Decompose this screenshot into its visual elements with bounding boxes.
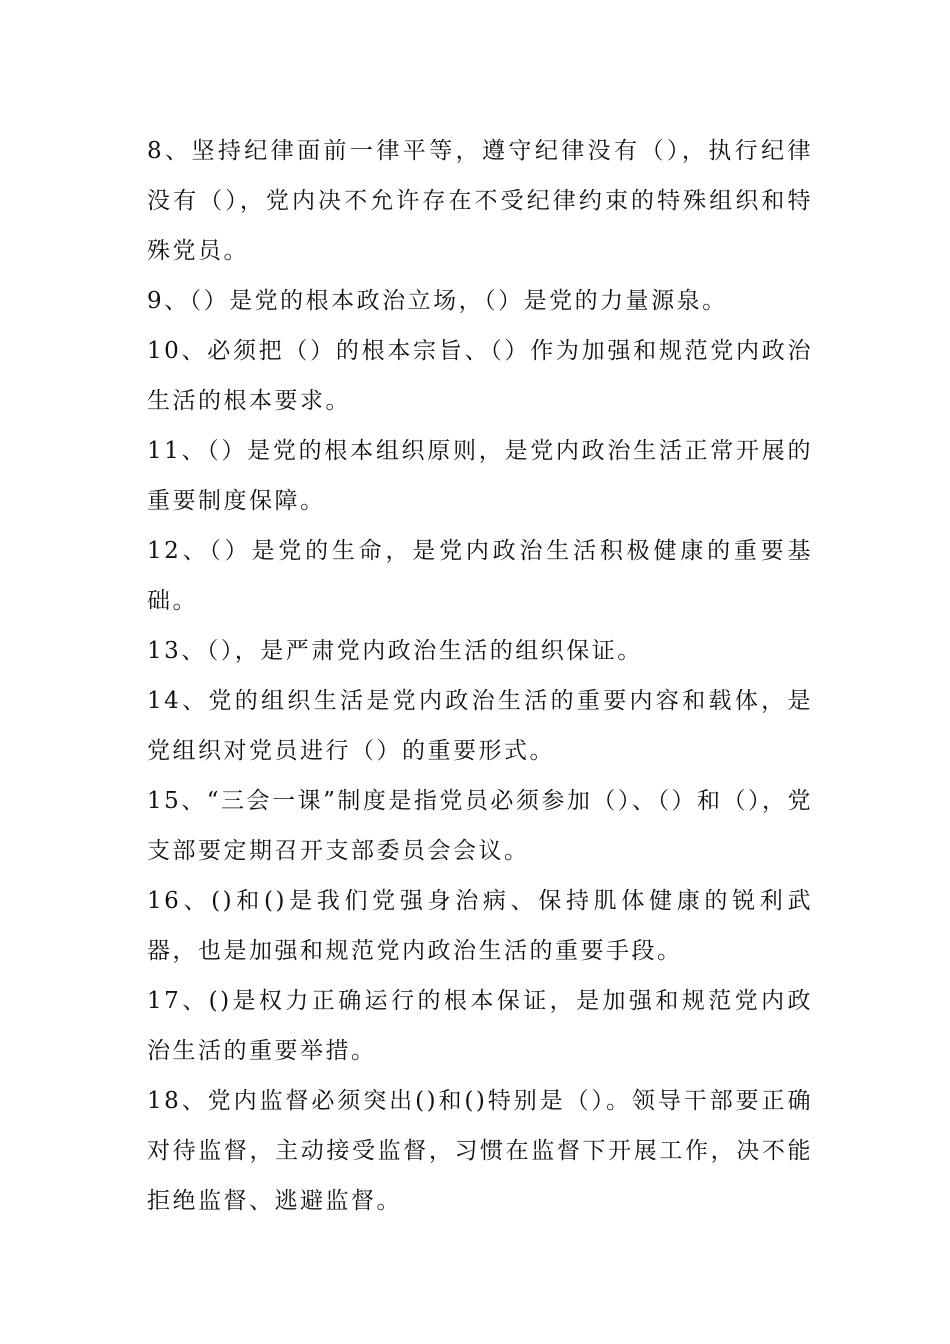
question-17: 17、()是权力正确运行的根本保证，是加强和规范党内政治生活的重要举措。 — [147, 988, 813, 1064]
question-13: 13、（），是严肃党内政治生活的组织保证。 — [147, 638, 643, 664]
question-18: 18、党内监督必须突出()和()特别是（）。领导干部要正确对待监督，主动接受监督，习惯在监督下开展工作，决不能拒绝监督、逃避监督。 — [147, 1088, 813, 1214]
question-8: 8、坚持纪律面前一律平等，遵守纪律没有（），执行纪律没有（），党内决不允许存在不受纪律约束的特殊组织和特殊党员。 — [147, 138, 813, 264]
question-10: 10、必须把（）的根本宗旨、（）作为加强和规范党内政治生活的根本要求。 — [147, 338, 813, 414]
question-14: 14、党的组织生活是党内政治生活的重要内容和载体，是党组织对党员进行（）的重要形式。 — [147, 688, 813, 764]
question-11: 11、（）是党的根本组织原则，是党内政治生活正常开展的重要制度保障。 — [147, 438, 813, 514]
question-16: 16、()和()是我们党强身治病、保持肌体健康的锐利武器，也是加强和规范党内政治生活的重要手段。 — [147, 888, 813, 964]
question-list — [147, 126, 813, 1226]
question-12: 12、（）是党的生命，是党内政治生活积极健康的重要基础。 — [147, 538, 813, 614]
question-9: 9、（）是党的根本政治立场，（）是党的力量源泉。 — [147, 288, 728, 314]
question-15: 15、“三会一课”制度是指党员必须参加（）、（）和（），党支部要定期召开支部委员会会议。 — [147, 788, 813, 864]
